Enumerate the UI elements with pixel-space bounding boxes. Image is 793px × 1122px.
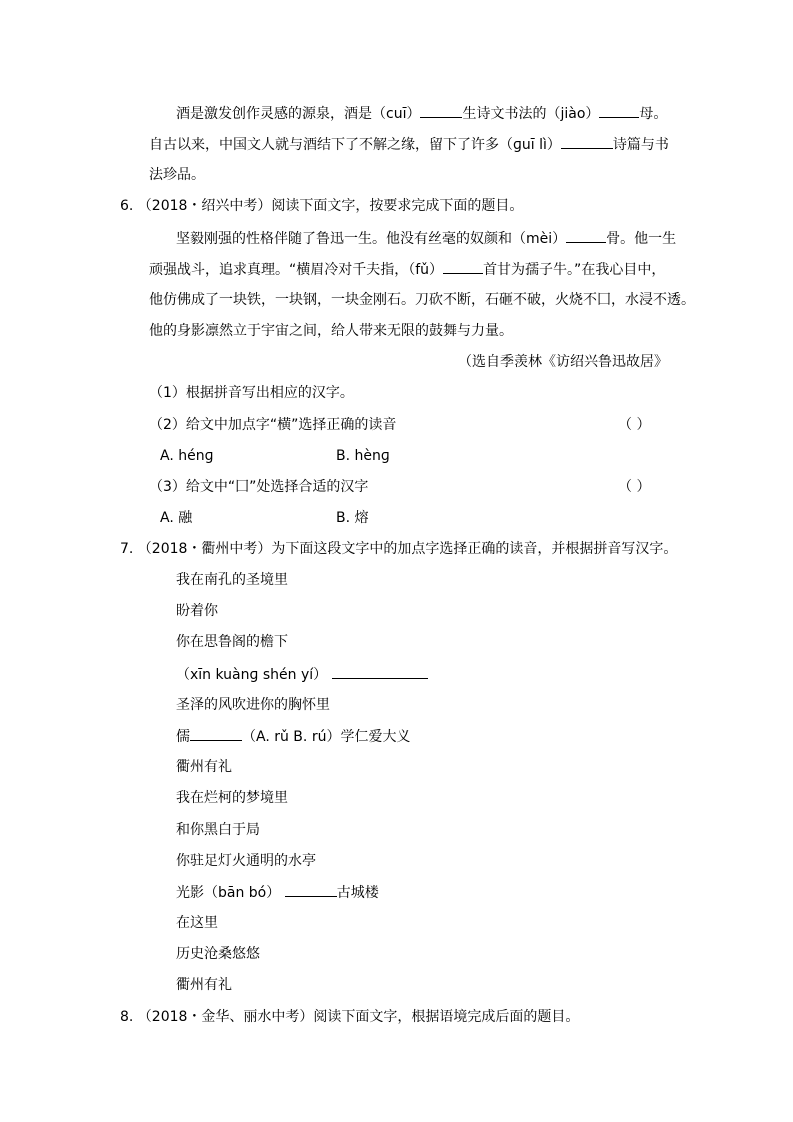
poem-line: 盼着你 <box>176 603 218 619</box>
poem-line: 在这里 <box>176 915 218 931</box>
text-segment: 母。 <box>639 106 668 122</box>
poem-ru-line <box>176 726 410 747</box>
poem-guangying-line <box>176 882 379 903</box>
question-8-header: 8. （2018・金华、丽水中考）阅读下面文字，根据语境完成后面的题目。 <box>120 1009 580 1025</box>
text-segment: （A. rǔ B. rú）学仁爱大义 <box>242 729 411 745</box>
q6-sub2-option-a[interactable]: A. hénɡ <box>160 448 214 464</box>
poem-line: 我在烂柯的梦境里 <box>176 790 288 806</box>
text-segment: 法珍品。 <box>149 167 205 183</box>
poem-pinyin-line <box>176 664 428 685</box>
answer-blank[interactable] <box>443 259 483 274</box>
text-segment: 光影（bān bó） <box>176 885 281 901</box>
text-segment: 诗篇与书 <box>612 137 669 153</box>
text-segment: 骨。他一生 <box>606 231 677 247</box>
question-7-header: 7. （2018・衢州中考）为下面这段文字中的加点字选择正确的读音，并根据拼音写汉字。 <box>120 541 678 557</box>
answer-blank[interactable] <box>599 103 639 118</box>
q6-sub3-answer-paren[interactable]: （ ） <box>618 479 651 495</box>
q6-sub3-option-b[interactable]: B. 熔 <box>336 510 369 526</box>
q6-source-citation: （选自季羡林《访绍兴鲁迅故居》 <box>458 354 668 370</box>
text-segment: 顽强战斗，追求真理。“横眉冷对千夫指，（fǔ） <box>149 262 444 278</box>
answer-blank[interactable] <box>190 726 242 741</box>
q6-passage-line-3: 他仿佛成了一块铁，一块钢，一块金刚石。刀砍不断，石砸不破，火烧不囗，水浸不透。 <box>149 292 695 308</box>
poem-line: 你在思鲁阁的檐下 <box>176 634 288 650</box>
q6-passage-line-1 <box>176 228 676 249</box>
poem-line: 圣泽的风吹进你的胸怀里 <box>176 697 330 713</box>
q6-sub2-option-b[interactable]: B. hènɡ <box>336 448 390 464</box>
passage-line-2 <box>149 134 669 155</box>
text-segment: 生诗文书法的（jiào） <box>462 106 600 122</box>
answer-blank[interactable] <box>561 134 613 149</box>
passage-line-1 <box>176 103 667 124</box>
q6-sub3-option-a[interactable]: A. 融 <box>160 510 193 526</box>
q6-passage-line-4: 他的身影凛然立于宇宙之间，给人带来无限的鼓舞与力量。 <box>149 323 513 339</box>
poem-line: 衢州有礼 <box>176 977 232 993</box>
q6-sub2-answer-paren[interactable]: （ ） <box>618 417 651 433</box>
answer-blank[interactable] <box>566 228 606 243</box>
text-segment: 酒是激发创作灵感的源泉，酒是（cuī） <box>176 106 421 122</box>
q6-subquestion-3: （3）给文中“囗”处选择合适的汉字 <box>149 479 369 495</box>
answer-blank[interactable] <box>285 882 337 897</box>
poem-line: 衢州有礼 <box>176 759 232 775</box>
q6-subquestion-2: （2）给文中加点字“横”选择正确的读音 <box>149 417 397 433</box>
poem-line: 历史沧桑悠悠 <box>176 946 260 962</box>
answer-blank[interactable] <box>332 664 428 679</box>
answer-blank[interactable] <box>420 103 462 118</box>
poem-line: 我在南孔的圣境里 <box>176 572 288 588</box>
q6-subquestion-1: （1）根据拼音写出相应的汉字。 <box>149 385 354 401</box>
poem-line: 你驻足灯火通明的水亭 <box>176 853 316 869</box>
text-segment: 自古以来，中国文人就与酒结下了不解之缘，留下了许多（ɡuī lì） <box>149 137 561 153</box>
text-segment: （xīn kuànɡ shén yí） <box>176 667 328 683</box>
poem-line: 和你黑白于局 <box>176 822 260 838</box>
text-segment: 古城楼 <box>336 885 379 901</box>
q6-passage-line-2 <box>149 259 665 280</box>
passage-line-3 <box>149 165 205 185</box>
text-segment: 首甘为孺子牛。”在我心目中， <box>483 262 666 278</box>
question-6-header: 6. （2018・绍兴中考）阅读下面文字，按要求完成下面的题目。 <box>120 198 524 214</box>
text-segment: 儒 <box>176 729 190 745</box>
text-segment: 坚毅刚强的性格伴随了鲁迅一生。他没有丝毫的奴颜和（mèi） <box>176 231 567 247</box>
